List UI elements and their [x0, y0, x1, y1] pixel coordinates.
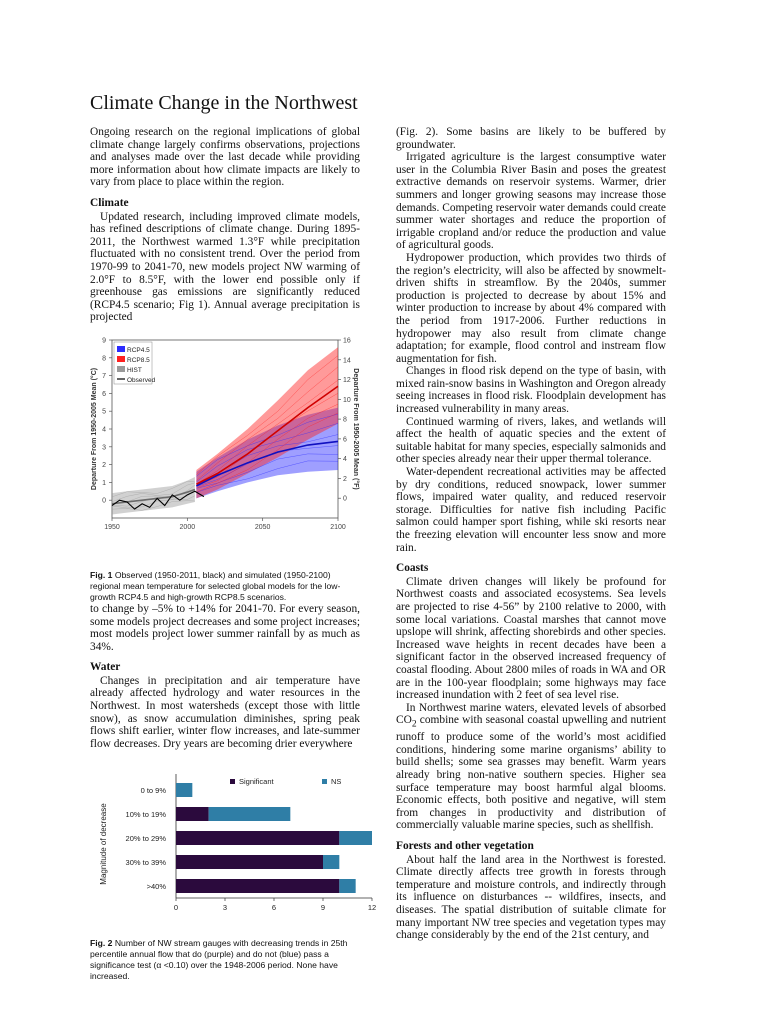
figure-1-label: Fig. 1	[90, 569, 113, 580]
recreation-paragraph: Water-dependent recreational activities may be affected by dry conditions, reduced snowpack, lower summer flows, impaired water quality, and reduced reservoir storage. Difficulties for native fish including Pacific salmon could hamper sport fishing, while ski resorts near the freezing elevation will encounter less snow and more rain.	[396, 466, 666, 554]
y-right-tick-label-10: 10	[343, 396, 351, 404]
marine-text-a: In Northwest marine waters, elevated levels of absorbed CO	[396, 701, 666, 727]
legend-label-significant: Significant	[239, 777, 274, 787]
y-right-tick-label-16: 16	[343, 337, 351, 345]
legend-label-rcp45: RCP4.5	[127, 346, 150, 354]
legend-swatch-hist	[117, 366, 125, 372]
right-column	[396, 126, 666, 942]
bar-ns-3	[323, 855, 339, 869]
y-right-tick-label-8: 8	[343, 416, 347, 424]
y-axis-label: Magnitude of decrease	[99, 803, 108, 886]
bar-ns-2	[339, 831, 372, 845]
legend-swatch-significant	[230, 779, 235, 784]
x-tick-label-9: 9	[320, 903, 326, 913]
y-tick-label-3: 3	[102, 444, 106, 452]
category-label-2: 20% to 29%	[125, 834, 166, 844]
figure-2-caption-text: Number of NW stream gauges with decreasing trends in 25th percentile annual flow that do (purple) and do not (blue) pass a significance test (α <0.10) over the 1948-2006 period. None have increased.	[90, 938, 348, 982]
x-tick-label-0: 0	[173, 903, 179, 913]
x-tick-label-2000: 2000	[179, 523, 196, 531]
intro-paragraph: Ongoing research on the regional implications of global climate change largely confirms observations, projections and analyses made over the last decade while providing more information about how climate impacts are likely to vary from place to place within the region.	[90, 126, 360, 189]
stream-gauge-chart	[90, 768, 380, 938]
y-tick-label-1: 1	[102, 479, 106, 487]
legend-label-rcp85: RCP8.5	[127, 356, 150, 364]
bar-significant-1	[176, 807, 209, 821]
marine-text-b: combine with seasonal coastal upwelling and nutrient runoff to produce some of the world’s most acidified conditions, hindering some marine organisms’ ability to build shells; some sea grasses may benefit. Warm years already bring non-native southern species. Higher sea surface temperature may boost harmful algal blooms. Economic effects, both positive and negative, will stem from changes in productivity and distribution of commercially valuable marine species, such as shellfish.	[396, 714, 666, 832]
bar-ns-1	[209, 807, 291, 821]
legend-label-hist: HIST	[127, 366, 142, 374]
y-tick-label-9: 9	[102, 337, 106, 345]
aquatic-paragraph: Continued warming of rivers, lakes, and wetlands will affect the health of aquatic species and the extent of suitable habitat for many species, especially salmonids and other species already near their upper thermal tolerance.	[396, 415, 666, 466]
x-tick-label-1950: 1950	[104, 523, 120, 531]
y-tick-label-7: 7	[102, 373, 106, 381]
y-right-tick-label-0: 0	[343, 495, 347, 503]
category-label-3: 30% to 39%	[125, 858, 166, 868]
x-tick-label-12: 12	[367, 903, 377, 913]
bar-ns-0	[176, 783, 192, 797]
figure-1-caption-text: Observed (1950-2011, black) and simulated (1950-2100) regional mean temperature for selected global models for the low-growth RCP4.5 and high-growth RCP8.5 scenarios.	[90, 569, 341, 602]
co2-subscript: 2	[411, 719, 417, 730]
y-right-tick-label-6: 6	[343, 436, 347, 444]
legend	[114, 342, 156, 384]
bar-significant-3	[176, 855, 323, 869]
y-tick-label-5: 5	[102, 408, 106, 416]
y-tick-label-6: 6	[102, 390, 106, 398]
y-right-tick-label-4: 4	[343, 456, 347, 464]
water-paragraph-1: Changes in precipitation and air temperature have already affected hydrology and water resources in the Northwest. In most watersheds (except those with little snow), as snow accumulation diminishes, spring peak flows shift earlier, winter flow increases, and late-summer flow decreases. Dry years are becoming drier everywhere	[90, 674, 360, 750]
forests-paragraph: About half the land area in the Northwest is forested. Climate directly affects tree growth in forests through temperature and moisture controls, and indirectly through its influence on disturbances -- wildfires, insects, and diseases. The spatial distribution of suitable climate for many important NW tree species and vegetation types may change considerably by the end of the 21st century, and	[396, 853, 666, 942]
legend-label-ns: NS	[331, 777, 342, 787]
y-tick-label-0: 0	[102, 497, 106, 505]
category-label-4: >40%	[146, 882, 166, 892]
legend-label-observed: Observed	[127, 376, 156, 384]
y-axis-right-label: Departure From 1950-2005 Mean (°F)	[352, 368, 359, 490]
water-heading: Water	[90, 661, 121, 674]
hydropower-paragraph: Hydropower production, which provides two thirds of the region’s electricity, will also be affected by snowmelt-driven shifts in streamflow. By the 2040s, summer production is projected to decrease by about 15% and winter production to increase by about 4% compared with the period from 1917-2006. Further reductions in hydropower may also result from climate change adaptation; for example, flood control and instream flow augmentation for fish.	[396, 251, 666, 365]
coasts-paragraph-1: Climate driven changes will likely be profound for Northwest coasts and associated ecosystems. Sea levels are projected to rise 4-56” by 2100 relative to 2000, with some local variations. Coastal marshes that cannot move upslope will shrink, affecting shorebirds and other species. Increased wave heights in recent decades have been a significant factor in the observed increased frequency of coastal flooding. About 2800 miles of roads in WA and OR are in the 100-year floodplain; some highways may face increased inundation with 2 feet of sea level rise.	[396, 575, 666, 702]
figure-1-caption	[90, 570, 360, 603]
category-label-0: 0 to 9%	[140, 786, 166, 796]
legend	[230, 777, 341, 786]
article-title: Climate Change in the Northwest	[90, 92, 358, 114]
y-tick-label-8: 8	[102, 355, 106, 363]
y-right-tick-label-2: 2	[343, 475, 347, 483]
x-tick-label-2100: 2100	[330, 523, 346, 531]
x-tick-label-3: 3	[222, 903, 228, 913]
left-column	[90, 126, 377, 982]
marine-paragraph	[396, 702, 666, 832]
bar-ns-4	[339, 879, 355, 893]
figure-2-caption	[90, 938, 360, 982]
figure-2	[90, 768, 377, 938]
y-tick-label-2: 2	[102, 462, 106, 470]
legend-swatch-ns	[322, 779, 327, 784]
flood-paragraph: Changes in flood risk depend on the type of basin, with mixed rain-snow basins in Washington and Oregon already seeing increases in flood risk. Floodplain development has increased vulnerability in many areas.	[396, 365, 666, 416]
y-tick-label-4: 4	[102, 426, 106, 434]
figure-1	[90, 332, 360, 570]
bar-significant-4	[176, 879, 339, 893]
forests-heading: Forests and other vegetation	[396, 839, 534, 852]
coasts-heading: Coasts	[396, 562, 429, 575]
y-right-tick-label-14: 14	[343, 357, 351, 365]
climate-paragraph-2: to change by –5% to +14% for 2041-70. For every season, some models project decreases and some project increases; most models project lower summer rainfall by as much as 34%.	[90, 602, 360, 653]
agriculture-paragraph: Irrigated agriculture is the largest consumptive water user in the Columbia River Basin and poses the greatest extractive demands on reservoir systems. Warmer, drier summers and longer growing seasons may increase those demands. Competing reservoir water demands could create summer water shortages and reduce the proportion of irrigable cropland and/or reduce the production and value of agricultural goods.	[396, 151, 666, 252]
bar-significant-2	[176, 831, 339, 845]
climate-heading: Climate	[90, 196, 129, 209]
y-axis-label: Departure From 1950-2005 Mean (°C)	[91, 367, 98, 491]
temperature-chart	[90, 332, 360, 570]
category-label-1: 10% to 19%	[125, 810, 166, 820]
x-tick-label-6: 6	[271, 903, 277, 913]
x-tick-label-2050: 2050	[254, 523, 271, 531]
legend-swatch-rcp85	[117, 356, 125, 362]
legend-swatch-rcp45	[117, 346, 125, 352]
y-right-tick-label-12: 12	[343, 376, 351, 384]
climate-paragraph-1: Updated research, including improved climate models, has refined descriptions of climate change. During 1895-2011, the Northwest warmed 1.3°F while precipitation fluctuated with no consistent trend. Over the period from 1970-99 to 2041-70, new models project NW warming of 2.0°F to 8.5°F, with the lower end possible only if greenhouse gas emissions are significantly reduced (RCP4.5 scenario; Fig 1). Annual average precipitation is projected	[90, 210, 360, 324]
water-paragraph-2: (Fig. 2). Some basins are likely to be buffered by groundwater.	[396, 126, 666, 151]
figure-2-label: Fig. 2	[90, 938, 113, 949]
